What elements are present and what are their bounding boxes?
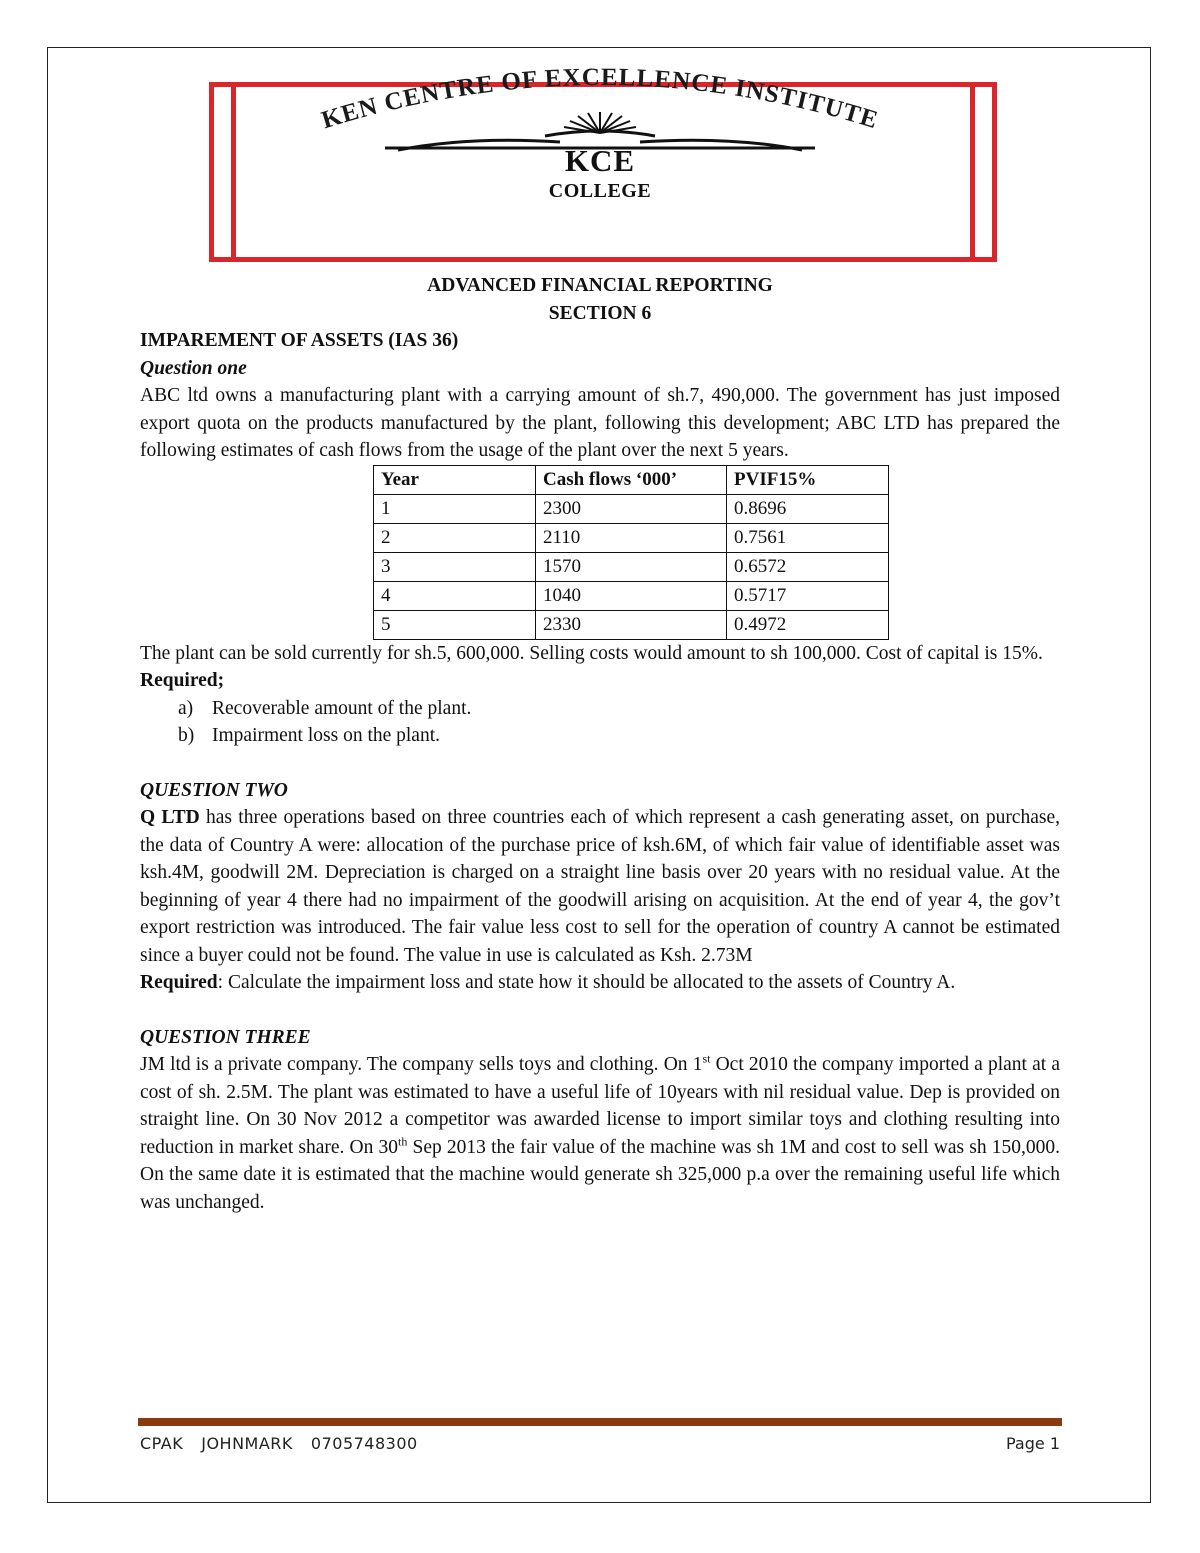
- q3-superscript-st: st: [702, 1051, 711, 1066]
- q1-required-list: [140, 695, 1060, 750]
- footer-phone: 0705748300: [310, 1434, 418, 1453]
- footer-author: [140, 1434, 436, 1453]
- q3-text-part1: JM ltd is a private company. The company sells toys and clothing. On 1: [140, 1054, 703, 1075]
- logo-subtitle: COLLEGE: [548, 180, 652, 202]
- list-item: [178, 695, 1060, 723]
- q2-required: [140, 969, 1060, 997]
- document-title: ADVANCED FINANCIAL REPORTING: [427, 275, 773, 296]
- logo-graphic: [0, 0, 1200, 270]
- list-marker: b): [178, 725, 195, 746]
- table-row: [374, 581, 889, 610]
- table-cell: 0.8696: [727, 494, 889, 523]
- table-header-year: Year: [374, 465, 536, 494]
- list-item-text: Recoverable amount of the plant.: [212, 697, 472, 719]
- table-cell: 1: [374, 494, 536, 523]
- table-cell: 0.7561: [727, 523, 889, 552]
- q1-heading: Question one: [140, 357, 247, 379]
- topic-heading: IMPAREMENT OF ASSETS (IAS 36): [140, 330, 459, 351]
- logo-arc-text: KEN CENTRE OF EXCELLENCE INSTITUTE: [318, 63, 882, 135]
- q3-text-part2: Oct 2010 the company imported a plant at a cost of sh. 2.5M. The plant was estimated to have a useful life of 10years with nil residual value. Dep is provided on straight line. On 30 Nov 2012 a competitor was awarded license to import similar toys and clothing resulting into reduction in market share. On 30: [140, 1054, 1060, 1158]
- q2-lead: Q LTD: [140, 807, 200, 828]
- table-row: [374, 610, 889, 639]
- table-cell: 0.6572: [727, 552, 889, 581]
- q1-intro: ABC ltd owns a manufacturing plant with a carrying amount of sh.7, 490,000. The government has just imposed export quota on the products manufactured by the plant, following this development; ABC LTD has prepared the following estimates of cash flows from the usage of the plant over the next 5 years.: [140, 385, 1060, 461]
- table-cell: 3: [374, 552, 536, 581]
- section-title: SECTION 6: [548, 302, 652, 324]
- footer-divider: [138, 1418, 1062, 1426]
- table-cell: 1570: [536, 552, 727, 581]
- q3-body: [140, 1051, 1060, 1216]
- q3-text-part3: Sep 2013 the fair value of the machine was sh 1M and cost to sell was sh 150,000. On the same date it is estimated that the machine would generate sh 325,000 p.a over the remaining useful life which was unchanged.: [140, 1136, 1061, 1213]
- q2-required-label: Required: [140, 972, 218, 993]
- table-cell: 0.4972: [727, 610, 889, 639]
- cash-flow-table: [373, 465, 889, 640]
- footer-author-title: CPAK: [140, 1434, 184, 1453]
- footer-page-number: Page 1: [1006, 1434, 1060, 1453]
- q3-superscript-th: th: [398, 1134, 408, 1148]
- q3-heading: QUESTION THREE: [140, 1026, 311, 1048]
- table-cell: 2: [374, 523, 536, 552]
- q2-body-text: has three operations based on three countries each of which represent a cash generating asset, on purchase, the data of Country A were: allocation of the purchase price of ksh.6M, of which fair value of identifiable asset was ksh.4M, goodwill 2M. Depreciation is charged on a straight line basis over 20 years with no residual value. At the beginning of year 4 there had no impairment of the goodwill arising on acquisition. At the end of year 4, the gov’t export restriction was introduced. The fair value less cost to sell for the operation of country A cannot be estimated since a buyer could not be found. The value in use is calculated as Ksh. 2.73M: [140, 807, 1060, 966]
- logo-abbreviation: KCE: [564, 143, 636, 178]
- table-cell: 2300: [536, 494, 727, 523]
- table-header-cash-flows: Cash flows ‘000’: [536, 465, 727, 494]
- list-item-text: Impairment loss on the plant.: [212, 725, 441, 746]
- table-row: [374, 494, 889, 523]
- table-header-row: [374, 465, 889, 494]
- q2-body: [140, 804, 1060, 969]
- table-cell: 2110: [536, 523, 727, 552]
- footer-author-name: JOHNMARK: [201, 1434, 293, 1453]
- table-row: [374, 523, 889, 552]
- list-item: [178, 722, 1060, 750]
- list-marker: a): [178, 697, 194, 719]
- table-cell: 4: [374, 581, 536, 610]
- q2-heading: QUESTION TWO: [140, 779, 288, 801]
- table-header-pvif: PVIF15%: [727, 465, 889, 494]
- q2-required-text: : Calculate the impairment loss and state how it should be allocated to the assets of Country A.: [217, 972, 956, 993]
- table-cell: 0.5717: [727, 581, 889, 610]
- table-cell: 1040: [536, 581, 727, 610]
- q1-required-label: Required;: [140, 670, 225, 691]
- table-row: [374, 552, 889, 581]
- table-cell: 5: [374, 610, 536, 639]
- q1-after-text: The plant can be sold currently for sh.5, 600,000. Selling costs would amount to sh 100,000. Cost of capital is 15%.: [140, 642, 1043, 664]
- document-body: [140, 272, 1060, 1216]
- table-cell: 2330: [536, 610, 727, 639]
